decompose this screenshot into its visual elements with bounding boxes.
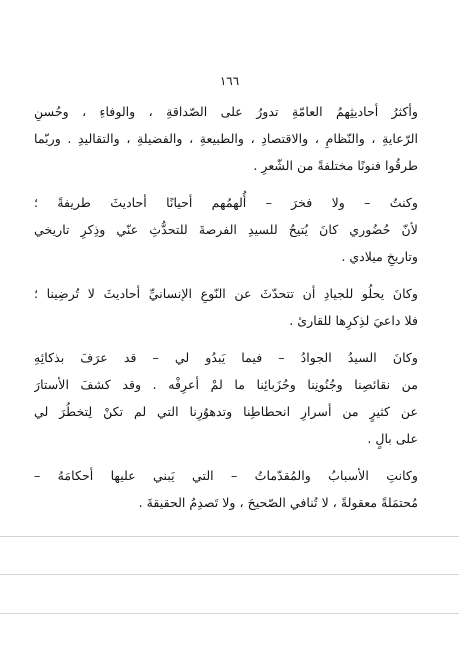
page-body-text	[34, 98, 418, 516]
text-line: وتاريخِ ميلادي .	[341, 249, 418, 264]
page-rule	[0, 536, 459, 537]
text-line: من نقائصِنا وجُنُونِنا وحُزَبائِنا ما لمْ أعرِفْه . وقد كشفَ الأستارَ	[34, 377, 418, 392]
paragraph-5	[34, 462, 418, 516]
text-line: وكانتِ الأسبابُ والمُقدّماتُ – التي يَبني عليها أحكامَهُ –	[34, 468, 418, 483]
text-line: مُحتمَلةً معقولةً ، لا تُنافي الصّحيحَ ، ولا تَصدِمُ الحقيقةَ .	[138, 495, 418, 510]
text-line: عن كثيرٍ من أسرارِ انحطاطِنا وتدهوُرِنا التي لم تكنْ لِتخطُرَ لي	[34, 404, 418, 419]
text-line: على بالٍ .	[367, 431, 418, 446]
paragraph-3	[34, 280, 418, 334]
text-line: وكانَ يحلُو للجيادِ أن تتحدّثَ عن النّوعِ الإنسانيِّ أحاديثَ لا تُرضِينا ؛	[34, 286, 418, 301]
page-rule	[0, 613, 459, 614]
text-line: وكانَ السيدُ الجوادُ – فيما يَبدُو لي – قد عرَفَ بذكائِهِ	[34, 350, 418, 365]
page-number: ١٦٦	[219, 74, 240, 88]
text-line: وأكثرُ أحاديثِهمُ العامّةِ تدورُ على الصّداقةِ ، والوفاءِ ، وحُسنِ	[34, 104, 418, 119]
text-line: لأنّ حُضُوري كانَ يُتيحُ للسيدِ الفرصةَ للتحدُّثِ عنّي وذِكرِ تاريخي	[34, 222, 418, 237]
paragraph-4	[34, 344, 418, 452]
text-line: طرقُوا فنونًا مختلفةً من الشّعرِ .	[253, 158, 418, 173]
text-line: الرّعايةِ ، والنّظامِ ، والاقتصادِ ، والطبيعةِ ، والفضيلةِ ، والتقاليدِ . وربّما	[34, 131, 418, 146]
page-rule	[0, 574, 459, 575]
text-line: فلا داعيَ لذِكرِها للقارئ .	[289, 313, 418, 328]
paragraph-1	[34, 98, 418, 179]
paragraph-2	[34, 189, 418, 270]
text-line: وكنتُ – ولا فخرَ – أُلهمُهم أحيانًا أحاديثَ طريفةً ؛	[34, 195, 418, 210]
